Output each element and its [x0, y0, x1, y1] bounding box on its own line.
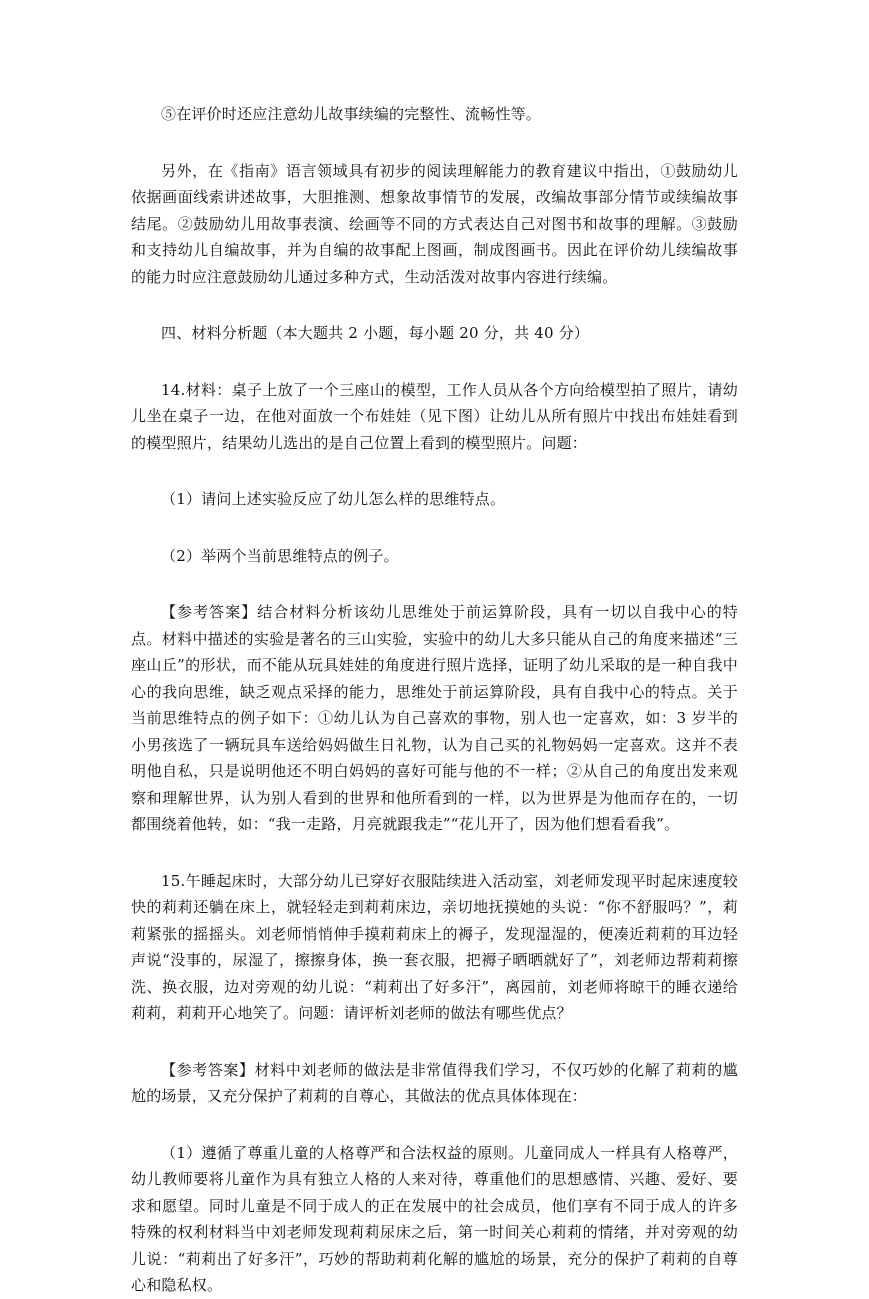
answer-15-intro: 【参考答案】材料中刘老师的做法是非常值得我们学习，不仅巧妙的化解了莉莉的尴尬的场景，又充分保护了莉莉的自尊心，其做法的优点具体体现在：	[131, 1060, 738, 1105]
answer-14: 【参考答案】结合材料分析该幼儿思维处于前运算阶段，具有一切以自我中心的特点。材料中描述的实验是著名的三山实验，实验中的幼儿大多只能从自己的角度来描述“三座山丘”的形状，而不能从玩具娃娃的角度进行照片选择，证明了幼儿采取的是一种自我中心的我向思维，缺乏观点采择的能力，思维处于前运算阶段，具有自我中心的特点。关于当前思维特点的例子如下：①幼儿认为自己喜欢的事物，别人也一定喜欢，如：3 岁半的小男孩选了一辆玩具车送给妈妈做生日礼物，认为自己买的礼物妈妈一定喜欢。这并不表明他自私，只是说明他还不明白妈妈的喜好可能与他的不一样；②从自己的角度出发来观察和理解世界，认为别人看到的世界和他所看到的一样，以为世界是为他而存在的，一切都围绕着他转，如：“我一走路，月亮就跟我走”“花儿开了，因为他们想看看我”。	[131, 603, 738, 833]
paragraph-evaluation-note: ⑤在评价时还应注意幼儿故事续编的完整性、流畅性等。	[161, 105, 542, 123]
paragraph-guide-suggestions: 另外，在《指南》语言领域具有初步的阅读理解能力的教育建议中指出，①鼓励幼儿依据画面线索讲述故事，大胆推测、想象故事情节的发展，改编故事部分情节或续编故事结尾。②鼓励幼儿用故事表演、绘画等不同的方式表达自己对图书和故事的理解。③鼓励和支持幼儿自编故事，并为自编的故事配上图画，制成图画书。因此在评价幼儿续编故事的能力时应注意鼓励幼儿通过多种方式，生动活泼对故事内容进行续编。	[131, 161, 738, 286]
question-14-material: 14.材料：桌子上放了一个三座山的模型，工作人员从各个方向给模型拍了照片，请幼儿坐在桌子一边，在他对面放一个布娃娃（见下图）让幼儿从所有照片中找出布娃娃看到的模型照片，结果幼儿选出的是自己位置上看到的模型照片。问题：	[131, 380, 738, 452]
question-15-material: 15.午睡起床时，大部分幼儿已穿好衣服陆续进入活动室，刘老师发现平时起床速度较快的莉莉还躺在床上，就轻轻走到莉莉床边，亲切地抚摸她的头说：“你不舒服吗？”，莉莉紧张的摇摇头。刘老师悄悄伸手摸莉莉床上的褥子，发现湿湿的，便凑近莉莉的耳边轻声说“没事的，尿湿了，擦擦身体，换一套衣服，把褥子晒晒就好了”，刘老师边帮莉莉擦洗、换衣服，边对旁观的幼儿说：“莉莉出了好多汗”，离园前，刘老师将晾干的睡衣递给莉莉，莉莉开心地笑了。问题：请评析刘老师的做法有哪些优点？	[131, 871, 738, 1022]
answer-15-point-1: （1）遵循了尊重儿童的人格尊严和合法权益的原则。儿童同成人一样具有人格尊严，幼儿教师要将儿童作为具有独立人格的人来对待，尊重他们的思想感情、兴趣、爱好、要求和愿望。同时儿童是不同于成人的正在发展中的社会成员，他们享有不同于成人的许多特殊的权利材料当中刘老师发现莉莉尿床之后，第一时间关心莉莉的情绪，并对旁观的幼儿说：“莉莉出了好多汗”，巧妙的帮助莉莉化解的尴尬的场景，充分的保护了莉莉的自尊心和隐私权。	[131, 1143, 738, 1294]
question-14-part-2: （2）举两个当前思维特点的例子。	[161, 546, 399, 565]
section-heading-material-analysis: 四、材料分析题（本大题共 2 小题，每小题 20 分，共 40 分）	[161, 324, 590, 342]
question-14-part-1: （1）请问上述实验反应了幼儿怎么样的思维特点。	[161, 490, 506, 508]
